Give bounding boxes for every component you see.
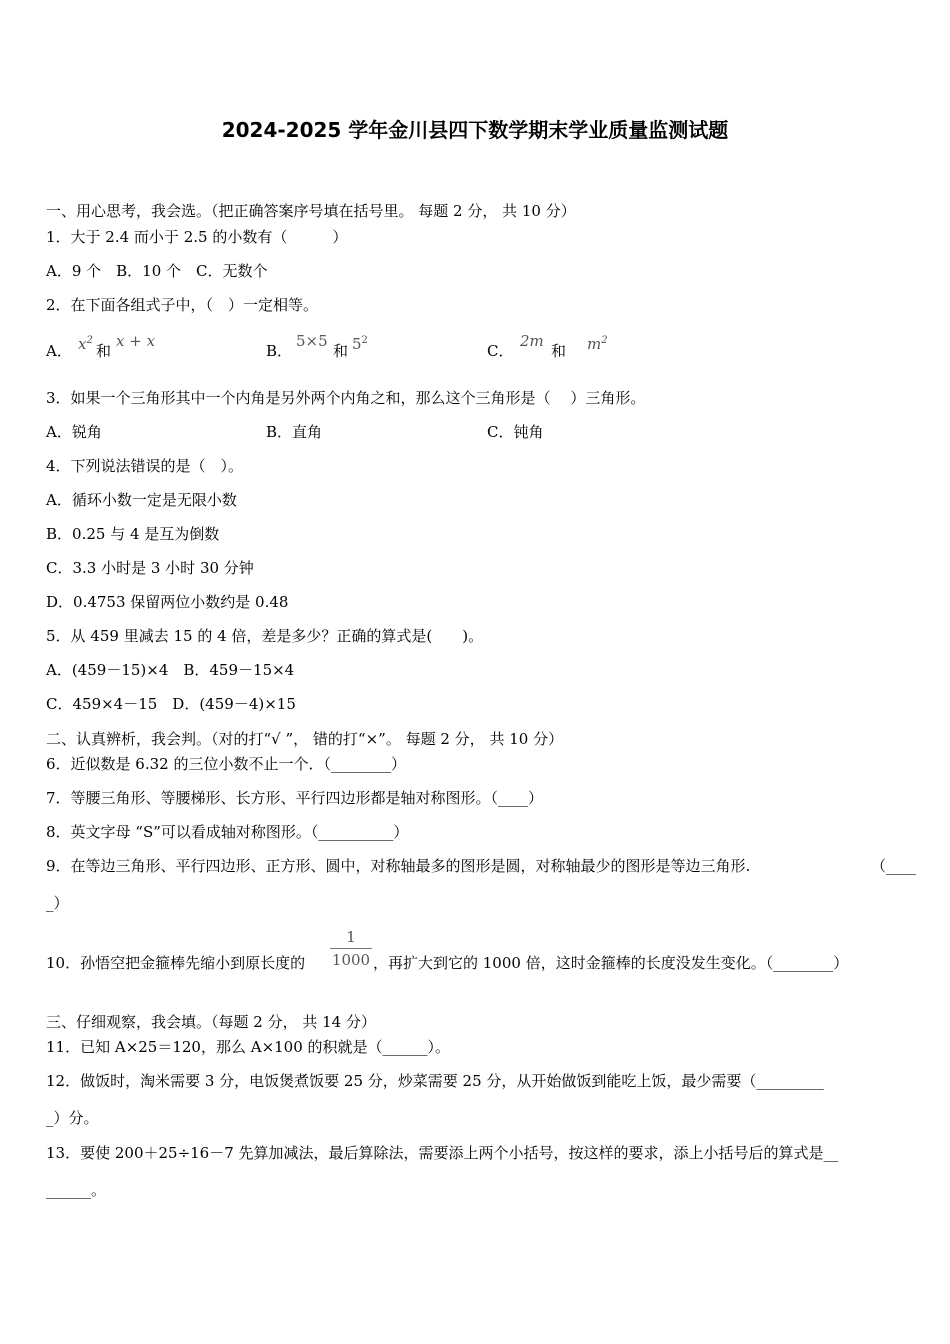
section-2-heading: 二、认真辨析，我会判。（对的打“√ ”， 错的打“×”。 每题 2 分， 共 10 分） [46,730,564,748]
question-1-stem: 1．大于 2.4 而小于 2.5 的小数有（ ） [46,228,348,246]
question-2-option-b-expr-right: $5^2$ [352,335,368,353]
question-7: 7．等腰三角形、等腰梯形、长方形、平行四边形都是轴对称图形。（____） [46,789,544,807]
question-12-line-1: 12．做饭时，淘米需要 3 分，电饭煲煮饭要 25 分，炒菜需要 25 分，从开始做饭到能吃上饭，最少需要（_________ [46,1072,824,1090]
question-4-option-d: D．0.4753 保留两位小数约是 0.48 [46,593,289,611]
question-4-option-b: B．0.25 与 4 是互为倒数 [46,525,220,543]
question-5-stem: 5．从 459 里减去 15 的 4 倍，差是多少？正确的算式是( )。 [46,627,484,645]
question-2-option-b-label: B． [266,342,293,360]
question-2-option-b-and: 和 [333,342,349,360]
question-5-options-ab: A．(459－15)×4 B．459－15×4 [46,661,295,679]
question-12-line-2: _）分。 [46,1109,99,1127]
question-2-option-a-expr-right: x + x [116,332,156,350]
question-3-option-a: A．锐角 [46,423,102,441]
question-2-option-c-expr-left: 2m [520,332,544,350]
question-2-option-c-label: C． [487,342,514,360]
question-2-option-a-label: A． [46,342,72,360]
question-3-option-c: C．钝角 [487,423,544,441]
question-9-line-2: _） [46,894,69,912]
question-2-option-b-expr-left: 5×5 [296,332,328,350]
question-11: 11．已知 A×25＝120，那么 A×100 的积就是（______）。 [46,1038,451,1056]
question-9-line-1: 9．在等边三角形、平行四边形、正方形、圆中，对称轴最多的图形是圆，对称轴最少的图形是等边三角形. [46,857,751,875]
fraction-numerator: 1 [346,928,356,946]
section-1-heading: 一、用心思考，我会选。（把正确答案序号填在括号里。 每题 2 分， 共 10 分） [46,202,576,220]
question-4-stem: 4．下列说法错误的是（ ）。 [46,457,244,475]
question-9-blank: （____ [871,857,917,875]
question-13-line-2: ______。 [46,1181,107,1199]
question-2-option-c-expr-right: $m^2$ [587,335,608,353]
question-2-stem: 2．在下面各组式子中，（ ）一定相等。 [46,296,319,314]
question-1-options: A．9 个 B．10 个 C．无数个 [46,262,268,280]
question-4-option-a: A．循环小数一定是无限小数 [46,491,237,509]
question-3-option-b: B．直角 [266,423,323,441]
question-2-option-a-and: 和 [96,342,112,360]
fraction-bar [330,948,372,949]
question-6: 6．近似数是 6.32 的三位小数不止一个．（________） [46,755,406,773]
question-10-before: 10．孙悟空把金箍棒先缩小到原长度的 [46,954,306,972]
section-3-heading: 三、仔细观察，我会填。（每题 2 分， 共 14 分） [46,1013,376,1031]
page-title: 2024-2025 学年金川县四下数学期末学业质量监测试题 [221,118,729,142]
question-10-after: ，再扩大到它的 1000 倍，这时金箍棒的长度没发生变化。（________） [373,954,849,972]
question-3-stem: 3．如果一个三角形其中一个内角是另外两个内角之和，那么这个三角形是（ ）三角形。 [46,389,646,407]
question-13-line-1: 13．要使 200＋25÷16－7 先算加减法，最后算除法，需要添上两个小括号，按这样的要求，添上小括号后的算式是__ [46,1144,839,1162]
question-8: 8．英文字母 “S”可以看成轴对称图形。（__________） [46,823,409,841]
question-10-fraction [330,928,372,969]
question-2-option-a-expr-left: $x^2$ [78,335,93,353]
question-5-options-cd: C．459×4－15 D．(459－4)×15 [46,695,296,713]
question-4-option-c: C．3.3 小时是 3 小时 30 分钟 [46,559,254,577]
fraction-denominator: 1000 [331,951,371,969]
question-2-option-c-and: 和 [551,342,567,360]
